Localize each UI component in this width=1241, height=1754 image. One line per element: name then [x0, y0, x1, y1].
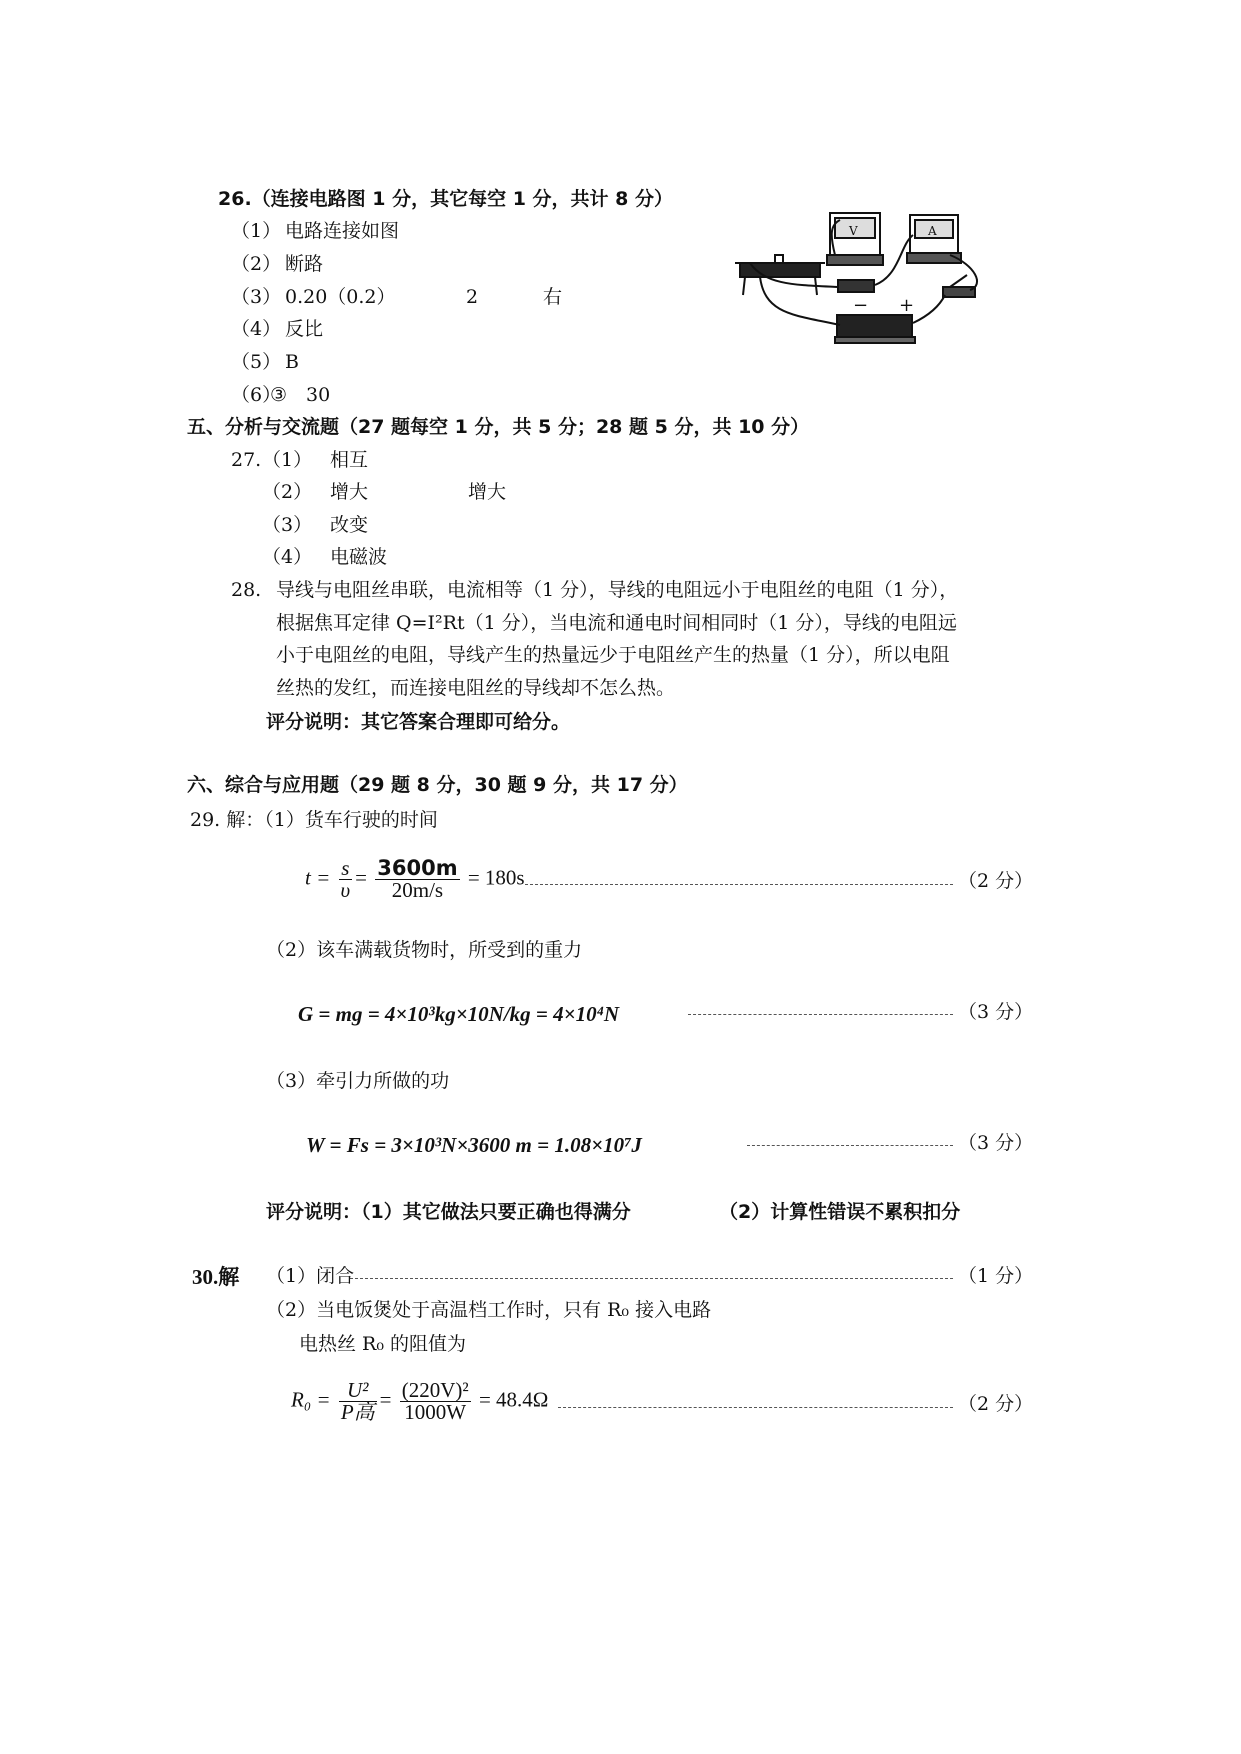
q27-label-2: （2） — [262, 481, 313, 503]
q27-label-3: （3） — [262, 514, 313, 536]
formula-result: = 180s — [467, 865, 525, 890]
q26-label-3: （3） — [231, 286, 282, 308]
q29-formula-weight: G = mg = 4×10³kg×10N/kg = 4×10⁴N — [298, 1002, 620, 1026]
q30-number: 30.解 — [192, 1265, 240, 1289]
q29-part-3: （3）牵引力所做的功 — [266, 1070, 450, 1092]
formula-result: = 48.4Ω — [478, 1387, 549, 1412]
battery-minus-label: − — [853, 295, 869, 316]
q26-answer-4: 反比 — [285, 318, 324, 340]
q26-answer-3c: 右 — [543, 286, 563, 308]
section5-note: 评分说明：其它答案合理即可给分。 — [266, 711, 571, 733]
q26-label-6: （6） — [231, 384, 282, 406]
q27-answer-2b: 增大 — [468, 481, 507, 503]
q28-line-2: 根据焦耳定律 Q=I²Rt（1 分），当电流和通电时间相同时（1 分），导线的电阻远 — [276, 612, 957, 634]
q29-formula-work: W = Fs = 3×10³N×3600 m = 1.08×10⁷J — [306, 1133, 642, 1157]
q30-part-1: （1）闭合 — [266, 1265, 355, 1287]
section6-heading: 六、综合与应用题（29 题 8 分，30 题 9 分，共 17 分） — [187, 774, 688, 796]
rheostat-icon — [735, 255, 825, 295]
fraction-numerator: 3600m — [377, 856, 458, 880]
fraction-denominator: υ — [340, 878, 351, 902]
battery-icon — [835, 315, 915, 343]
q29-score-1: （2 分） — [958, 870, 1034, 892]
q26-label-4: （4） — [231, 318, 282, 340]
section5-heading: 五、分析与交流题（27 题每空 1 分，共 5 分；28 题 5 分，共 10 分） — [187, 416, 810, 438]
q27-answer-3: 改变 — [330, 514, 369, 536]
q29-note-2: （2）计算性错误不累积扣分 — [719, 1201, 961, 1223]
q26-answer-1: 电路连接如图 — [285, 220, 400, 242]
score-leader — [747, 1145, 953, 1146]
score-leader — [688, 1014, 953, 1015]
q26-label-1: （1） — [231, 220, 282, 242]
score-leader — [558, 1407, 953, 1408]
q29-score-3: （3 分） — [958, 1132, 1034, 1154]
ammeter-label: A — [928, 224, 937, 238]
q26-heading: 26.（连接电路图 1 分，其它每空 1 分，共计 8 分） — [218, 188, 674, 210]
q27-label-1: （1） — [262, 449, 313, 471]
fraction-numerator: s — [339, 858, 353, 880]
fraction-denominator: P高 — [340, 1400, 375, 1424]
q26-answer-3b: 2 — [466, 286, 479, 308]
q26-label-2: （2） — [231, 253, 282, 275]
q26-label-5: （5） — [231, 351, 282, 373]
q28-line-3: 小于电阻丝的电阻，导线产生的热量远少于电阻丝产生的热量（1 分），所以电阻 — [276, 644, 950, 666]
score-leader — [525, 884, 953, 885]
battery-plus-label: + — [899, 295, 915, 316]
fraction-denominator: 20m/s — [391, 878, 444, 902]
q27-answer-1: 相互 — [330, 449, 369, 471]
q29-intro: 29. 解：（1）货车行驶的时间 — [190, 809, 438, 831]
fraction-numerator: (220V)² — [401, 1378, 469, 1402]
q26-answer-2: 断路 — [285, 253, 324, 275]
q30-score-2: （2 分） — [958, 1393, 1034, 1415]
q28-number: 28. — [231, 579, 262, 601]
score-leader — [350, 1278, 953, 1279]
voltmeter-label: V — [849, 224, 858, 238]
q28-line-4: 丝热的发红，而连接电阻丝的导线却不怎么热。 — [276, 677, 676, 699]
q26-answer-6: ③ 30 — [270, 384, 331, 406]
q30-part-3: 电热丝 R₀ 的阻值为 — [299, 1333, 467, 1355]
q26-answer-5: B — [285, 351, 299, 373]
q29-part-2: （2）该车满载货物时，所受到的重力 — [266, 939, 583, 961]
q29-note-1: 评分说明：（1）其它做法只要正确也得满分 — [266, 1201, 631, 1223]
q30-formula-resistance: R₀ = $\frac{\text{U²}}{\text{P高}}$ = $\frac{\text{(220V)²}}{1000W}$ = 48.4Ω — [291, 1378, 549, 1424]
q27-answer-2: 增大 — [330, 481, 369, 503]
q27-label-4: （4） — [262, 546, 313, 568]
q27-answer-4: 电磁波 — [330, 546, 388, 568]
formula-lhs: R₀ = — [291, 1387, 331, 1412]
q30-score-1: （1 分） — [958, 1265, 1034, 1287]
q26-answer-3: 0.20（0.2） — [285, 286, 396, 308]
q27-number: 27. — [231, 449, 262, 471]
circuit-diagram — [735, 205, 1005, 370]
q29-score-2: （3 分） — [958, 1001, 1034, 1023]
q28-line-1: 导线与电阻丝串联，电流相等（1 分），导线的电阻远小于电阻丝的电阻（1 分）， — [276, 579, 959, 601]
fraction-numerator: U² — [339, 1380, 377, 1402]
formula-lhs: t = — [305, 865, 331, 890]
switch-icon — [943, 275, 975, 297]
q30-part-2: （2）当电饭煲处于高温档工作时，只有 R₀ 接入电路 — [266, 1299, 712, 1321]
q29-formula-time: t = $\frac{s}{\upsilon}$ = $\frac{3600m}{20m/s}$ = 180s — [305, 856, 525, 902]
fraction-denominator: 1000W — [404, 1400, 467, 1424]
